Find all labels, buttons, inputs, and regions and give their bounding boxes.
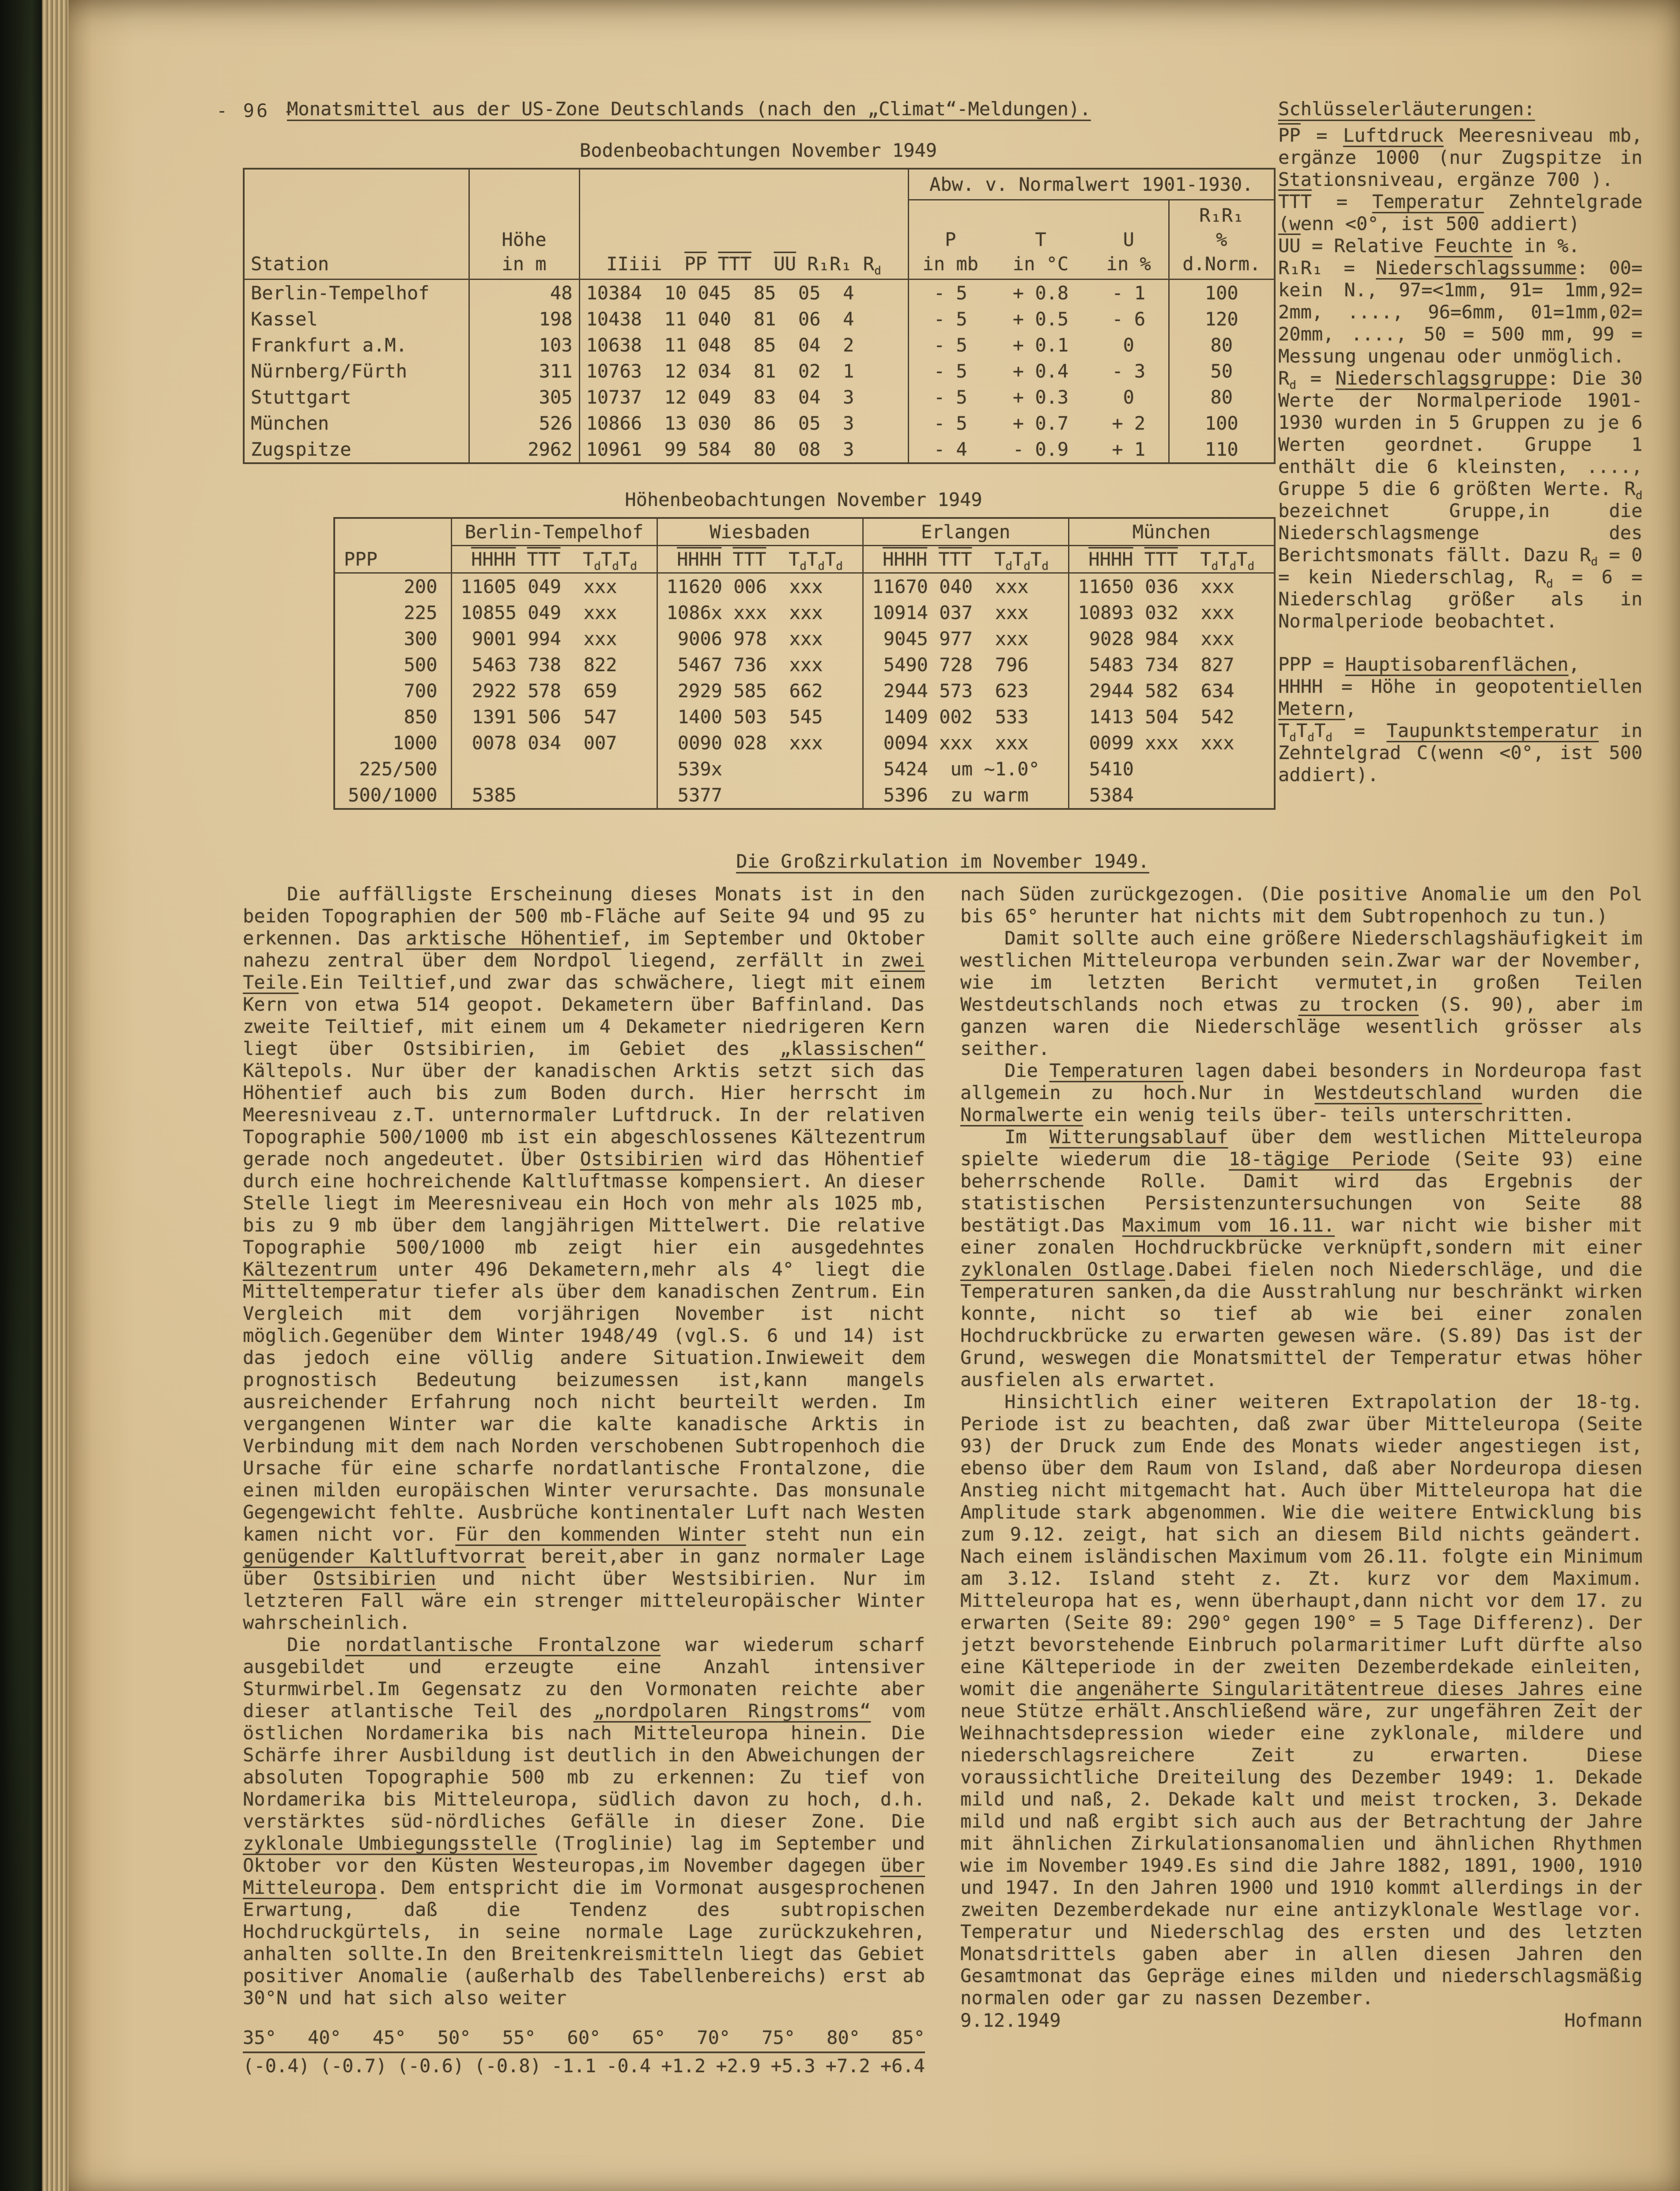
table-cell-u: 0 [1089, 332, 1169, 358]
table-row [244, 332, 1275, 358]
paragraph: Die nordatlantische Frontalzone war wiederum scharf ausgebildet und erzeugte eine Anzahl intensiver Sturmwirbel.Im Gegensatz zu den Vormonaten reichte aber dieser atlantische Teil des „nordpolaren Ringstroms“ vom östlichen Nordamerika bis nach Mitteleuropa hinein. Die Schärfe ihrer Ausbildung ist deutlich in den Abweichungen der absoluten Topographie 500 mb zu erkennen: Zu tief von Nordamerika bis Mitteleuropa, südlich davon zu hoch, d.h. verstärktes süd-nördliches Gefälle in dieser Zone. Die zyklonale Umbiegungsstelle (Troglinie) lag im September und Oktober vor den Küsten Westeuropas,im November dagegen über Mitteleuropa. Dem entspricht die im Vormonat ausgesprochenen Erwartung, daß die Tendenz des subtropischen Hochdruckgürtels, in seine normale Lage zurückzukehren, anhalten sollte.In den Breitenkreismitteln liegt das Gebiet positiver Anomalie (außerhalb des Tabellenbereichs) erst ab 30°N und hat sich also weiter [243, 1634, 925, 2009]
table-cell: 1409 002 533 [863, 704, 1068, 730]
legend-entry: $\overline{TTT}$ = Temperatur Zehntelgrade (wenn <0°, ist 500 addiert) [1278, 191, 1642, 234]
table-cell-u: 0 [1089, 384, 1169, 410]
table-cell-obs: 10638 11 048 85 04 2 [579, 332, 908, 358]
latitude-label: 60° [567, 2027, 601, 2048]
table-row [244, 384, 1275, 410]
anomaly-value: +5.3 [770, 2055, 815, 2077]
table-cell: 10855 049 xxx [451, 600, 657, 626]
table-cell-station: Nürnberg/Fürth [244, 358, 469, 384]
table-cell-p: - 5 [933, 282, 967, 304]
article [243, 850, 1642, 2079]
table-cell-t: + 0.3 [1012, 386, 1069, 408]
legend [1278, 98, 1642, 849]
col-header-hoehe: Höhe in m [469, 169, 579, 280]
table-cell: 5424 um ~1.0° [863, 756, 1068, 782]
table-cell: 11670 040 xxx [863, 573, 1068, 600]
col-header-ppp: PPP [334, 546, 451, 573]
paper-page [68, 0, 1680, 2191]
table-row [334, 756, 1275, 782]
table-cell: 5490 728 796 [863, 652, 1068, 678]
latitude-label: 40° [307, 2027, 341, 2048]
table-row [334, 704, 1275, 730]
article-columns [243, 883, 1642, 2079]
table-cell: 0094 xxx xxx [863, 730, 1068, 756]
anomaly-value: +6.4 [880, 2055, 925, 2077]
col-header-station: Station [244, 169, 469, 280]
anomaly-value: +1.2 [661, 2055, 706, 2077]
table-cell-p: - 4 [933, 438, 967, 460]
table-cell: 2944 573 623 [863, 678, 1068, 704]
table-cell-obs: 10384 10 045 85 05 4 [579, 280, 908, 306]
table-row [244, 280, 1275, 306]
table-cell-r: 80 [1210, 386, 1233, 408]
table-cell-station: München [244, 410, 469, 436]
table-cell: 0078 034 007 [451, 730, 657, 756]
table-cell-u: - 6 [1089, 306, 1169, 332]
table-cell-u: + 2 [1089, 410, 1169, 436]
table-cell: 9001 994 xxx [451, 626, 657, 652]
paragraph: Die Temperaturen lagen dabei besonders in Nordeuropa fast allgemein zu hoch.Nur in Westdeutschland wurden die Normalwerte ein wenig teils über- teils unterschritten. [960, 1060, 1642, 1126]
page-number: - 96 - [216, 100, 297, 121]
col-header-obs-group: IIiii $\overline{PP}$ $\overline{TTT}$ $\overline{UU}$ R₁R₁ $R_d$ [579, 169, 908, 280]
table-cell-p: - 5 [933, 308, 967, 330]
table-cell-t: + 0.5 [1012, 308, 1069, 330]
table-cell-hoehe: 103 [469, 332, 579, 358]
table-cell-ppp: 200 [334, 573, 451, 600]
table-cell-r: 110 [1204, 438, 1238, 460]
table-row [334, 782, 1275, 809]
latitude-label: 45° [372, 2027, 406, 2048]
col-header-abw: Abw. v. Normalwert 1901-1930. [908, 169, 1275, 200]
table-cell: 5385 [451, 782, 657, 809]
table-cell-station: Stuttgart [244, 384, 469, 410]
legend-entry: $\overline{PP}$ = Luftdruck Meeresniveau mb, ergänze 1000 (nur Zugspitze in Stationsniveau, ergänze 700 ). [1278, 125, 1642, 190]
table-cell: 11650 036 xxx [1078, 576, 1235, 597]
table-cell-station: Berlin-Tempelhof [244, 280, 469, 306]
tables-area [243, 98, 1278, 849]
table-header-row [244, 169, 1275, 200]
table-cell: 2929 585 662 [657, 678, 863, 704]
table-cell: 5377 [657, 782, 863, 809]
table-cell-r: 100 [1204, 282, 1238, 304]
table-cell-ppp: 850 [334, 704, 451, 730]
table-cell: 10893 032 xxx [1078, 602, 1235, 623]
col-header-u: U in % [1089, 200, 1169, 280]
table-cell: 539x [657, 756, 863, 782]
legend-entry: $R_d$ = Niederschlagsgruppe: Die 30 Werte der Normalperiode 1901-1930 wurden in 5 Gruppen zu je 6 Werten geordnet. Gruppe 1 enthält die 6 kleinsten, ...., Gruppe 5 die 6 größten Werte. $R_d$ bezeichnet Gruppe,in die Niederschlagsmenge des Berichtsmonats fällt. Dazu $R_d = 0$ = kein Niederschlag, $R_d = 6$ = Niederschlag größer als in Normalperiode beobachtet. [1278, 367, 1643, 632]
table-cell-ppp: 225 [334, 600, 451, 626]
table-cell: 5410 [1078, 758, 1134, 780]
table-cell-u: + 1 [1089, 436, 1169, 463]
upper-air-table [333, 517, 1276, 810]
anomaly-value: -1.1 [551, 2055, 596, 2077]
legend-entry: $\overline{UU}$ = Relative Feuchte in %. [1278, 235, 1580, 257]
surface-table-caption: Bodenbeobachtungen November 1949 [579, 140, 937, 161]
table-cell-hoehe: 2962 [469, 436, 579, 463]
col-header-station: Erlangen [863, 518, 1068, 546]
table-cell-obs: 10961 99 584 80 08 3 [579, 436, 908, 463]
table-cell: 1413 504 542 [1078, 706, 1235, 728]
table-cell-u: - 3 [1089, 358, 1169, 384]
col-subheader: HHHH $\overline{TTT}$ $T_dT_dT_d$ [657, 546, 863, 573]
table-row [244, 306, 1275, 332]
legend-entry: HHHH = Höhe in geopotentiellen Metern, [1278, 676, 1642, 719]
latitude-label: 70° [697, 2027, 731, 2048]
corner-cell [334, 518, 451, 546]
legend-entry: R₁R₁ = Niederschlagssumme: 00= kein N., 97=<1mm, 91= 1mm,92= 2mm, ...., 96=6mm, 01=1mm,02= 20mm, ...., 50 = 500 mm, 99 = Messung ungenau oder unmöglich. [1278, 257, 1642, 367]
table-cell-r: 100 [1204, 412, 1238, 434]
table-cell-hoehe: 305 [469, 384, 579, 410]
anomaly-value: +7.2 [825, 2055, 870, 2077]
top-section [243, 98, 1642, 849]
table-cell-ppp: 500/1000 [334, 782, 451, 809]
table-cell-hoehe: 526 [469, 410, 579, 436]
paragraph: Hinsichtlich einer weiteren Extrapolation der 18-tg. Periode ist zu beachten, daß zwar über Mitteleuropa (Seite 93) der Druck zum Ende des Monats wieder angestiegen ist, ebenso über dem Raum von Island, daß aber Nordeuropa diesen Anstieg nicht mitgemacht hat. Auch über Mitteleuropa hat die Amplitude stark abgenommen. Wie die weitere Entwicklung bis zum 9.12. zeigt, hat sich an diesem Bild nichts geändert. Nach einem isländischen Maximum vom 26.11. folgte ein Minimum am 3.12. Island steht z. Zt. kurz vor dem Maximum. Mitteleuropa hat es, wenn überhaupt,dann nicht vor dem 17. zu erwarten (Seite 89: 290° gegen 190° = 5 Tage Differenz). Der jetzt bevorstehende Einbruch polarmaritimer Luft dürfte also eine Kälteperiode in der zweiten Dezemberdekade einleiten, womit die angenäherte Singularitätentreue dieses Jahres eine neue Stütze erhält.Anschließend wäre, zur ungefähren Zeit der Weihnachtsdepression wieder eine zyklonale, mildere und niederschlagsreichere Zeit zu erwarten. Diese voraussichtliche Dreiteilung des Dezember 1949: 1. Dekade mild und naß, 2. Dekade kalt und meist trocken, 3. Dekade mild und naß ergibt sich auch aus der Betrachtung der Jahre mit ähnlichen Zirkulationsanomalien und ähnlichen Rhythmen wie im November 1949.Es sind die Jahre 1882, 1891, 1900, 1910 und 1947. In den Jahren 1900 und 1910 kommt allerdings in der zweiten Dezemberdekade nur eine antizyklonale Westlage vor. Temperatur und Niederschlag des ersten und des letzten Monatsdrittels gaben aber in allen diesen Jahren den Gesamtmonat das Gepräge eines milden und niederschlagsmäßig normalen oder gar zu nassen Dezember. [960, 1391, 1642, 2009]
table-cell-t: + 0.7 [1012, 412, 1069, 434]
table-cell-hoehe: 198 [469, 306, 579, 332]
table-cell-p: - 5 [933, 386, 967, 408]
table-cell-ppp: 500 [334, 652, 451, 678]
table-cell-ppp: 700 [334, 678, 451, 704]
doc-title: Monatsmittel aus der US-Zone Deutschlands (nach den „Climat“-Meldungen). [287, 98, 1091, 120]
latitude-label: 50° [437, 2027, 471, 2048]
table-cell: 0099 xxx xxx [1078, 732, 1235, 754]
table-cell-t: + 0.4 [1012, 360, 1069, 382]
anomaly-value: (-0.6) [397, 2055, 464, 2077]
table-row [334, 600, 1275, 626]
table-cell-ppp: 300 [334, 626, 451, 652]
table-cell-t: - 0.9 [1012, 438, 1069, 460]
surface-observations-table [243, 168, 1276, 464]
table-row [244, 410, 1275, 436]
table-cell-p: - 5 [933, 360, 967, 382]
col-subheader: HHHH $\overline{TTT}$ $T_dT_dT_d$ [451, 546, 657, 573]
latitude-label: 80° [827, 2027, 861, 2048]
report-date: 9.12.1949 [960, 2010, 1061, 2031]
latitude-anomaly-table [243, 2025, 925, 2079]
table-cell: 9045 977 xxx [863, 626, 1068, 652]
table-cell-obs: 10438 11 040 81 06 4 [579, 306, 908, 332]
table-cell-station: Kassel [244, 306, 469, 332]
paragraph: Damit sollte auch eine größere Niederschlagshäufigkeit im westlichen Mitteleuropa verbunden sein.Zwar war der November, wie im letzten Bericht vermutet,in großen Teilen Westdeutschlands noch etwas zu trocken (S. 90), aber im ganzen waren die Niederschläge wesentlich grösser als seither. [960, 927, 1642, 1059]
table-cell: 5467 736 xxx [657, 652, 863, 678]
latitude-label: 85° [891, 2027, 925, 2048]
col-header-p: P in mb [908, 200, 992, 280]
table-cell: 2944 582 634 [1078, 680, 1235, 702]
table-cell-station: Frankfurt a.M. [244, 332, 469, 358]
book-binding [0, 0, 42, 2191]
col-header-t: T in °C [992, 200, 1089, 280]
latitude-header-row [243, 2025, 925, 2053]
anomaly-value: (-0.7) [320, 2055, 387, 2077]
signature-row [960, 2009, 1642, 2032]
table-cell: 9028 984 xxx [1078, 628, 1235, 650]
table-cell-t: + 0.8 [1012, 282, 1069, 304]
col-subheader: HHHH $\overline{TTT}$ $T_dT_dT_d$ [863, 546, 1068, 573]
table-cell-r: 80 [1210, 334, 1233, 356]
table-cell: 10914 037 xxx [863, 600, 1068, 626]
table-cell: 5463 738 822 [451, 652, 657, 678]
table-cell: 5483 734 827 [1078, 654, 1235, 676]
table-header-row [334, 518, 1275, 546]
table-cell: 1391 506 547 [451, 704, 657, 730]
table-cell: 5384 [1078, 784, 1134, 806]
legend-title: Schlüsselerläuterungen: [1278, 98, 1535, 120]
col-header-station: Berlin-Tempelhof [451, 518, 657, 546]
table-cell: 2922 578 659 [451, 678, 657, 704]
table-cell-ppp: 1000 [334, 730, 451, 756]
anomaly-value: -0.4 [606, 2055, 651, 2077]
article-column-left [243, 883, 925, 2079]
table-cell-r: 120 [1204, 308, 1238, 330]
table-cell: 9006 978 xxx [657, 626, 863, 652]
table-row [334, 678, 1275, 704]
latitude-label: 35° [243, 2027, 276, 2048]
anomaly-value: (-0.8) [474, 2055, 541, 2077]
table-cell: 11605 049 xxx [451, 573, 657, 600]
latitude-label: 55° [502, 2027, 536, 2048]
table-cell-hoehe: 48 [469, 280, 579, 306]
legend-entry: PPP = Hauptisobarenflächen, [1278, 654, 1580, 675]
stacked-page-edges [42, 0, 68, 2191]
table-cell-obs: 10866 13 030 86 05 3 [579, 410, 908, 436]
paragraph: nach Süden zurückgezogen. (Die positive Anomalie um den Pol bis 65° herunter hat nichts mit dem Subtropenhoch zu tun.) [960, 883, 1642, 927]
table-cell: 5396 zu warm [863, 782, 1068, 809]
page-content [243, 98, 1642, 2079]
paragraph: Im Witterungsablauf über dem westlichen Mitteleuropa spielte wiederum die 18-tägige Periode (Seite 93) eine beherrschende Rolle. Damit wird das Ergebnis der statistischen Persistenzuntersuchungen von Seite 88 bestätigt.Das Maximum vom 16.11. war nicht wie bisher mit einer zonalen Hochdruckbrücke verknüpft,sondern mit einer zyklonalen Ostlage.Dabei fielen noch Niederschläge, und die Temperaturen sanken,da die Ausstrahlung nur beschränkt wirken konnte, nicht so tief ab wie bei einer zonalen Hochdruckbrücke zu erwarten gewesen wäre. (S.89) Das ist der Grund, weswegen die Monatsmittel der Temperatur etwas höher ausfielen als erwartet. [960, 1126, 1643, 1390]
latitude-label: 75° [762, 2027, 796, 2048]
table-cell: 1400 503 545 [657, 704, 863, 730]
article-title: Die Großzirkulation im November 1949. [736, 850, 1149, 872]
table-cell-p: - 5 [933, 334, 967, 356]
anomaly-value: +2.9 [716, 2055, 761, 2077]
table-row [334, 730, 1275, 756]
table-cell-r: 50 [1210, 360, 1233, 382]
table-cell-obs: 10737 12 049 83 04 3 [579, 384, 908, 410]
table-row [334, 573, 1275, 600]
col-header-station: München [1068, 518, 1275, 546]
col-header-r: R₁R₁ % d.Norm. [1169, 200, 1275, 280]
table-cell-t: + 0.1 [1012, 334, 1069, 356]
latitude-value-row [243, 2053, 925, 2079]
table-cell-u: - 1 [1089, 280, 1169, 306]
table-header-subrow [334, 546, 1275, 573]
table-cell: 11620 006 xxx [657, 573, 863, 600]
col-subheader: HHHH $\overline{TTT}$ $T_dT_dT_d$ [1068, 546, 1275, 573]
table-cell-p: - 5 [933, 412, 967, 434]
upper-table-caption: Höhenbeobachtungen November 1949 [625, 489, 982, 510]
table-cell [451, 756, 657, 782]
legend-entry: $T_dT_dT_d$ = Taupunktstemperatur in Zehntelgrad C(wenn <0°, ist 500 addiert). [1278, 720, 1642, 786]
table-row [244, 436, 1275, 463]
table-row [334, 652, 1275, 678]
col-header-station: Wiesbaden [657, 518, 863, 546]
paragraph: Die auffälligste Erscheinung dieses Monats ist in den beiden Topographien der 500 mb-Fläche auf Seite 94 und 95 zu erkennen. Das arktische Höhentief, im September und Oktober nahezu zentral über dem Nordpol liegend, zerfällt in zwei Teile.Ein Teiltief,und zwar das schwächere, liegt mit einem Kern von etwa 514 geopot. Dekametern über Baffinland. Das zweite Teiltief, mit einem um 4 Dekameter niedrigeren Kern liegt über Ostsibirien, im Gebiet des „klassischen“ Kältepols. Nur über der kanadischen Arktis setzt sich das Höhentief auch bis zum Boden durch. Hier herrscht im Meeresniveau z.T. unternormaler Luftdruck. In der relativen Topographie 500/1000 mb ist ein abgeschlossenes Kältezentrum gerade noch angedeutet. Über Ostsibirien wird das Höhentief durch eine hochreichende Kaltluftmasse kompensiert. An dieser Stelle liegt im Meeresniveau ein Hoch von mehr als 1025 mb, bis zu 9 mb über dem langjährigen Mittelwert. Die relative Topographie 500/1000 mb zeigt hier ein ausgedehntes Kältezentrum unter 496 Dekametern,mehr als 4° liegt die Mitteltemperatur tiefer als über dem kanadischen Zentrum. Ein Vergleich mit dem vorjährigen November ist nicht möglich.Gegenüber dem Winter 1948/49 (vgl.S. 6 und 14) ist das jedoch eine völlig andere Situation.Inwieweit dem prognostisch Bedeutung beizumessen ist,kann mangels ausreichender Erfahrung noch nicht beurteilt werden. Im vergangenen Winter war die kalte kanadische Arktis in Verbindung mit dem nach Norden verschobenen Subtropenhoch die Ursache für eine scharfe nordatlantische Frontalzone, die einen milden europäischen Winter verursachte. Das monsunale Gegengewicht fehlte. Ausbrüche kontinentaler Luft nach Westen kamen nicht vor. Für den kommenden Winter steht nun ein genügender Kaltluftvorrat bereit,aber in ganz normaler Lage über Ostsibirien und nicht über Westsibirien. Nur im letzteren Fall wäre ein strenger mitteleuropäischer Winter wahrscheinlich. [243, 883, 925, 1633]
table-row [244, 358, 1275, 384]
anomaly-value: (-0.4) [243, 2055, 310, 2077]
table-cell-ppp: 225/500 [334, 756, 451, 782]
article-column-right [960, 883, 1642, 2079]
table-cell: 1086x xxx xxx [657, 600, 863, 626]
table-row [334, 626, 1275, 652]
table-cell-hoehe: 311 [469, 358, 579, 384]
latitude-label: 65° [632, 2027, 666, 2048]
table-cell-station: Zugspitze [244, 436, 469, 463]
table-cell: 0090 028 xxx [657, 730, 863, 756]
table-cell-obs: 10763 12 034 81 02 1 [579, 358, 908, 384]
signature: Hofmann [1564, 2010, 1642, 2031]
